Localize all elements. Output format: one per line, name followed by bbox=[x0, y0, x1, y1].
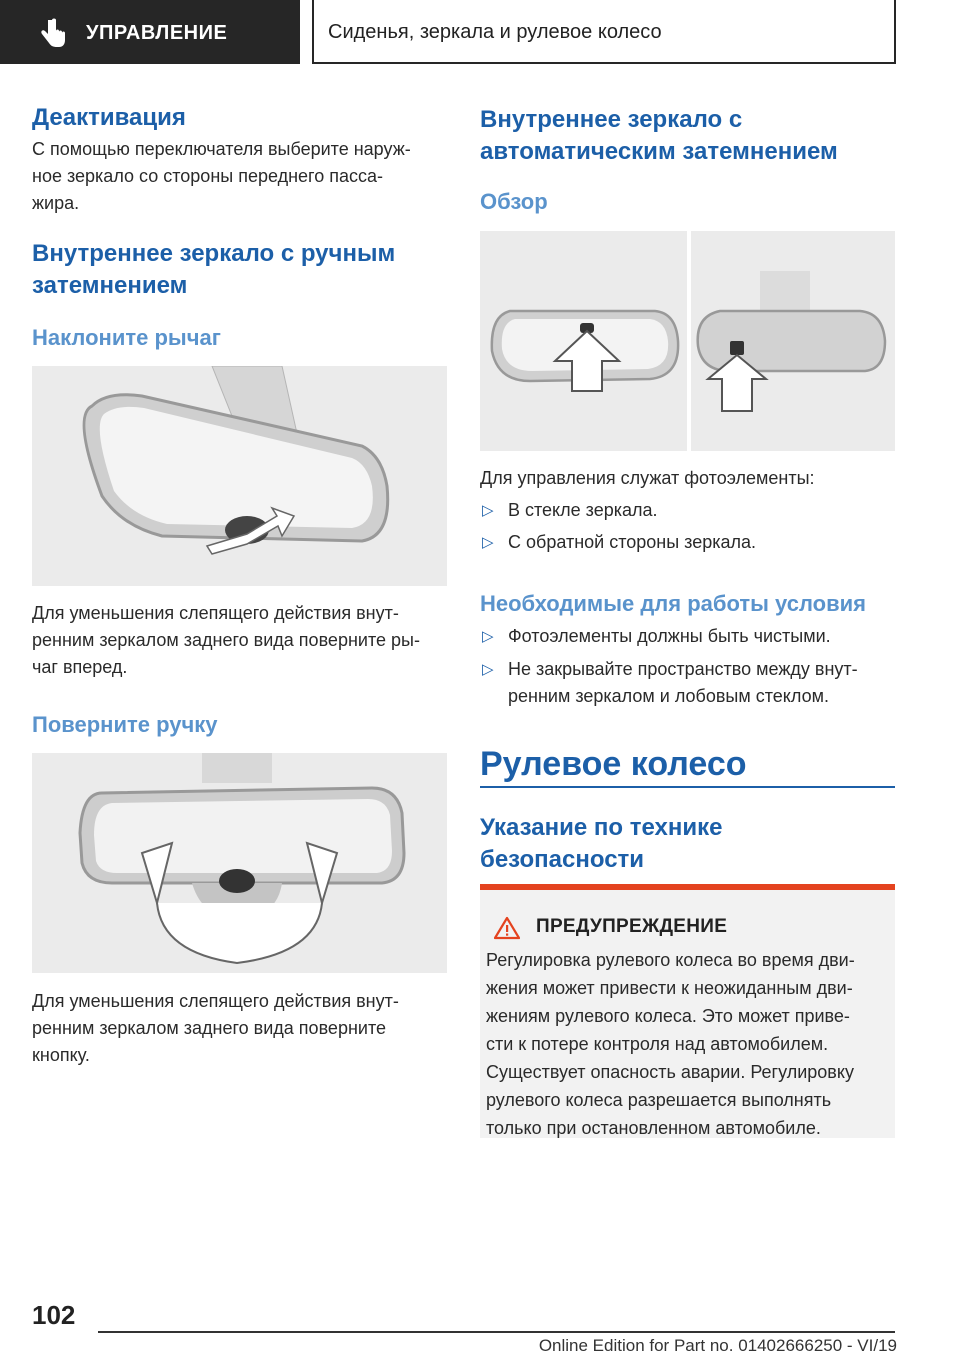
warning-title: ПРЕДУПРЕЖДЕНИЕ bbox=[536, 916, 728, 937]
knob-heading: Поверните ручку bbox=[32, 712, 218, 737]
hand-pointer-icon bbox=[34, 18, 68, 50]
heading-line: Внутреннее зеркало с ручным bbox=[32, 240, 396, 267]
chapter-title: Сиденья, зеркала и рулевое колесо bbox=[328, 21, 662, 43]
section-divider bbox=[480, 786, 895, 788]
condition-bullet-1 bbox=[480, 623, 831, 650]
bullet-text: Не закрывайте пространство между внут- bbox=[508, 659, 858, 679]
text-line: чаг вперед. bbox=[32, 657, 128, 677]
deactivation-heading: Деактивация bbox=[32, 104, 186, 131]
text-line: рулевого колеса разрешается выполнять bbox=[486, 1090, 832, 1110]
text-line: Для уменьшения слепящего действия внут- bbox=[32, 991, 399, 1011]
page-number: 102 bbox=[32, 1300, 76, 1330]
text-line: ное зеркало со стороны переднего пасса- bbox=[32, 166, 383, 186]
text-line: только при остановленном автомобиле. bbox=[486, 1118, 821, 1138]
knob-mirror-image bbox=[32, 753, 447, 973]
heading-line: автоматическим затемнением bbox=[480, 138, 838, 165]
text-line: Существует опасность аварии. Регулировку bbox=[486, 1062, 854, 1082]
condition-bullet-2 bbox=[480, 656, 858, 710]
warning-text bbox=[486, 946, 886, 1142]
photo-bullet-1 bbox=[480, 497, 658, 524]
deactivation-text bbox=[32, 136, 411, 217]
footer-rule bbox=[98, 1331, 895, 1333]
heading-line: безопасности bbox=[480, 846, 645, 873]
photo-bullet-2 bbox=[480, 529, 756, 556]
text-line: Регулировка рулевого колеса во время дви- bbox=[486, 950, 855, 970]
chapter-header bbox=[312, 0, 896, 64]
manual-mirror-heading bbox=[32, 238, 395, 302]
auto-mirror-heading bbox=[480, 104, 838, 168]
text-line: сти к потере контроля над автомобилем. bbox=[486, 1034, 829, 1054]
lever-text bbox=[32, 600, 420, 681]
photo-intro: Для управления служат фотоэлементы: bbox=[480, 468, 815, 488]
triangle-bullet-icon: ▷ bbox=[482, 628, 494, 645]
safety-heading bbox=[480, 812, 722, 876]
bullet-text: В стекле зеркала. bbox=[508, 500, 658, 520]
lever-heading: Наклоните рычаг bbox=[32, 325, 221, 350]
text-line: жениям рулевого колеса. Это может приве- bbox=[486, 1006, 850, 1026]
knob-text bbox=[32, 988, 399, 1069]
triangle-bullet-icon: ▷ bbox=[482, 534, 494, 551]
text-line: ренним зеркалом заднего вида поверните ры- bbox=[32, 630, 420, 650]
heading-line: Внутреннее зеркало с bbox=[480, 106, 743, 133]
conditions-heading: Необходимые для работы условия bbox=[480, 591, 866, 616]
triangle-bullet-icon: ▷ bbox=[482, 502, 494, 519]
text-line: ренним зеркалом заднего вида поверните bbox=[32, 1018, 386, 1038]
text-line: кнопку. bbox=[32, 1045, 90, 1065]
text-line: жения может привести к неожиданным дви- bbox=[486, 978, 853, 998]
text-line: С помощью переключателя выберите наруж- bbox=[32, 139, 411, 159]
edition-note: Online Edition for Part no. 01402666250 - VI/19 bbox=[538, 1336, 897, 1355]
overview-heading: Обзор bbox=[480, 189, 548, 214]
section-tab[interactable] bbox=[0, 0, 300, 64]
section-label: УПРАВЛЕНИЕ bbox=[86, 22, 228, 44]
bullet-text: С обратной стороны зеркала. bbox=[508, 532, 757, 552]
steering-wheel-heading: Рулевое колесо bbox=[480, 745, 747, 783]
text-line: жира. bbox=[32, 193, 80, 213]
lever-mirror-image bbox=[32, 366, 447, 586]
warning-box bbox=[480, 884, 895, 1138]
bullet-text: ренним зеркалом и лобовым стеклом. bbox=[508, 686, 829, 706]
triangle-bullet-icon: ▷ bbox=[482, 661, 494, 678]
warning-triangle-icon bbox=[494, 916, 520, 940]
heading-line: Указание по технике bbox=[480, 814, 723, 841]
auto-mirror-image bbox=[480, 231, 895, 451]
text-line: Для уменьшения слепящего действия внут- bbox=[32, 603, 399, 623]
heading-line: затемнением bbox=[32, 272, 188, 299]
bullet-text: Фотоэлементы должны быть чистыми. bbox=[508, 626, 831, 646]
